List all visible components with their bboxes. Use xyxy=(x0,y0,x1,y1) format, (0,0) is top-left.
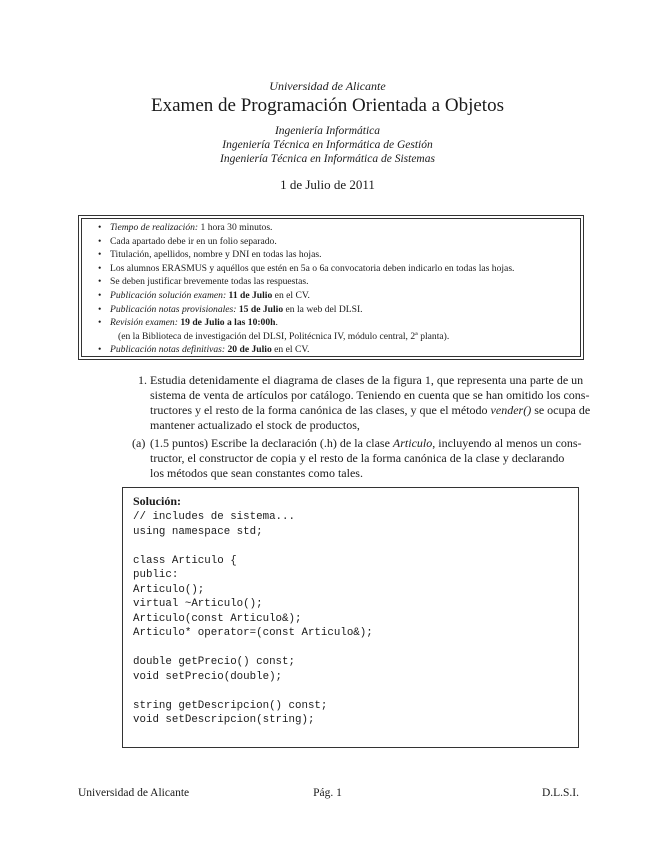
solution-title: Solución: xyxy=(133,494,182,508)
code-line: string getDescripcion() const; xyxy=(133,699,328,712)
code-line xyxy=(133,539,373,554)
code-line: Articulo* operator=(const Articulo&); xyxy=(133,627,373,639)
question-text: Estudia detenidamente el diagrama de clases de la figura 1, que representa una parte de un xyxy=(150,373,584,387)
rule-item: • Los alumnos ERASMUS y aquéllos que estén en 5a o 6a convocatoria deben indicarlo en todas las hojas. xyxy=(98,262,515,274)
part-number: (a) xyxy=(132,436,146,450)
code-line: Articulo(); xyxy=(133,583,205,596)
part-text: (1.5 puntos) Escribe la declaración (.h) de la clase Articulo, incluyendo al menos un cons- xyxy=(150,436,582,450)
rule-item: • Tiempo de realización: 1 hora 30 minutos. xyxy=(98,222,273,233)
part-text: tructor, el constructor de copia y el resto de la forma canónica de la clase y declarando xyxy=(150,451,565,465)
question-number: 1. xyxy=(138,373,147,387)
page-number: Pág. 1 xyxy=(313,787,342,799)
exam-date: 1 de Julio de 2011 xyxy=(280,177,375,192)
rule-item: • Revisión examen: 19 de Julio a las 10:00h. xyxy=(98,317,278,329)
code-line: using namespace std; xyxy=(133,525,263,538)
university-name: Universidad de Alicante xyxy=(269,79,386,93)
code-line: void setDescripcion(string); xyxy=(133,714,315,726)
code-line: // includes de sistema... xyxy=(133,511,295,523)
degree-line: Ingeniería Informática xyxy=(274,125,381,137)
code-line: public: xyxy=(133,569,179,581)
degree-line: Ingeniería Técnica en Informática de Gestión xyxy=(222,139,433,151)
code-line xyxy=(133,641,373,656)
question-text: mantener actualizado el stock de productos, xyxy=(150,418,360,432)
rule-item: • Publicación solución examen: 11 de Julio en el CV. xyxy=(98,289,310,301)
rule-item: • Publicación notas provisionales: 15 de Julio en la web del DLSI. xyxy=(98,303,363,315)
footer-university: Universidad de Alicante xyxy=(78,787,190,799)
degree-line: Ingeniería Técnica en Informática de Sistemas xyxy=(220,153,435,165)
question-text: tructores y el resto de la forma canónica de las clases, y que el método vender() se ocupa de xyxy=(150,403,591,417)
code-line: class Articulo { xyxy=(133,554,237,567)
part-text: los métodos que sean constantes como tales. xyxy=(150,466,363,480)
code-line: void setPrecio(double); xyxy=(133,670,283,683)
code-line: virtual ~Articulo(); xyxy=(133,598,263,610)
code-line xyxy=(133,684,373,699)
code-line: double getPrecio() const; xyxy=(133,656,295,668)
footer-department: D.L.S.I. xyxy=(541,787,579,799)
exam-title: Examen de Programación Orientada a Objetos xyxy=(151,95,504,116)
rule-item: • Se deben justificar brevemente todas las respuestas. xyxy=(98,276,309,288)
rule-item: • Cada apartado debe ir en un folio separado. xyxy=(98,235,277,247)
code-block xyxy=(133,510,373,728)
code-line: Articulo(const Articulo&); xyxy=(133,612,302,625)
rule-note: (en la Biblioteca de investigación del DLSI, Politécnica IV, módulo central, 2ª planta). xyxy=(118,331,450,342)
question-text: sistema de venta de artículos por catálogo. Teniendo en cuenta que se han omitido los cons- xyxy=(150,388,590,402)
rule-item: • Publicación notas definitivas: 20 de Julio en el CV. xyxy=(98,344,310,356)
rule-item: • Titulación, apellidos, nombre y DNI en todas las hojas. xyxy=(98,249,322,261)
